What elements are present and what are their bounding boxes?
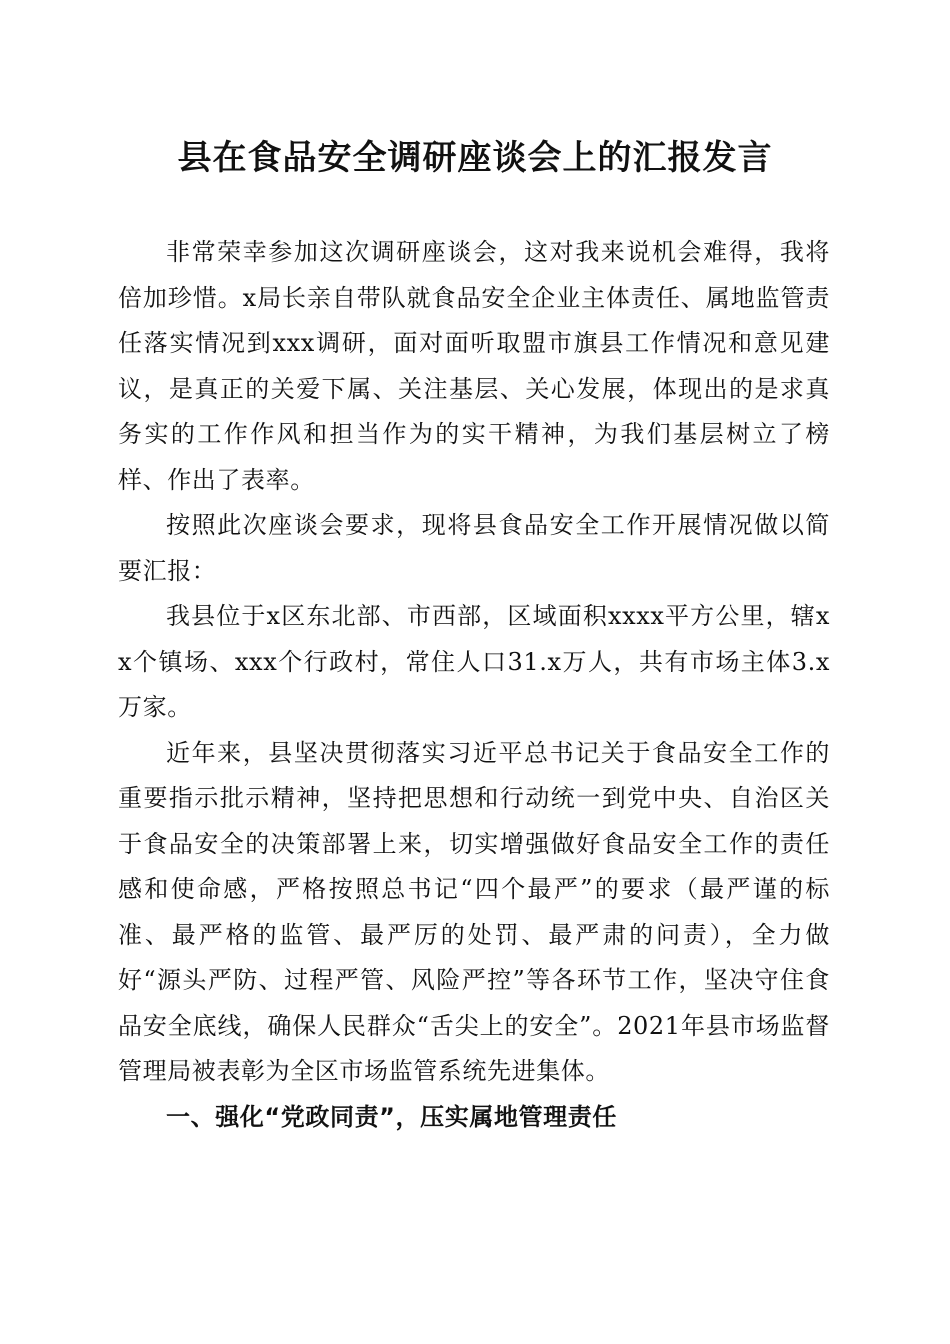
paragraph-report-request: 按照此次座谈会要求，现将县食品安全工作开展情况做以简要汇报： <box>118 511 830 585</box>
section-heading: 一、强化“党政同责”，压实属地管理责任 <box>166 1102 617 1131</box>
paragraph-county-overview: 我县位于x区东北部、市西部，区域面积xxxx平方公里，辖xx个镇场、xxx个行政村，常住人口31.x万人，共有市场主体3.x万家。 <box>118 602 830 721</box>
paragraph-recent-work: 近年来，县坚决贯彻落实习近平总书记关于食品安全工作的重要指示批示精神，坚持把思想和行动统一到党中央、自治区关于食品安全的决策部署上来，切实增强做好食品安全工作的责任感和使命感，严格按照总书记“四个最严”的要求（最严谨的标准、最严格的监管、最严厉的处罚、最严肃的问责），全力做好“源头严防、过程严管、风险严控”等各环节工作，坚决守住食品安全底线，确保人民群众“舌尖上的安全”。2021年县市场监督管理局被表彰为全区市场监管系统先进集体。 <box>118 738 830 1085</box>
document-body <box>118 230 830 1140</box>
document-title: 县在食品安全调研座谈会上的汇报发言 <box>177 138 773 178</box>
paragraph-intro: 非常荣幸参加这次调研座谈会，这对我来说机会难得，我将倍加珍惜。x局长亲自带队就食品安全企业主体责任、属地监管责任落实情况到xxx调研，面对面听取盟市旗县工作情况和意见建议，是真正的关爱下属、关注基层、关心发展，体现出的是求真务实的工作作风和担当作为的实干精神，为我们基层树立了榜样、作出了表率。 <box>118 238 830 494</box>
